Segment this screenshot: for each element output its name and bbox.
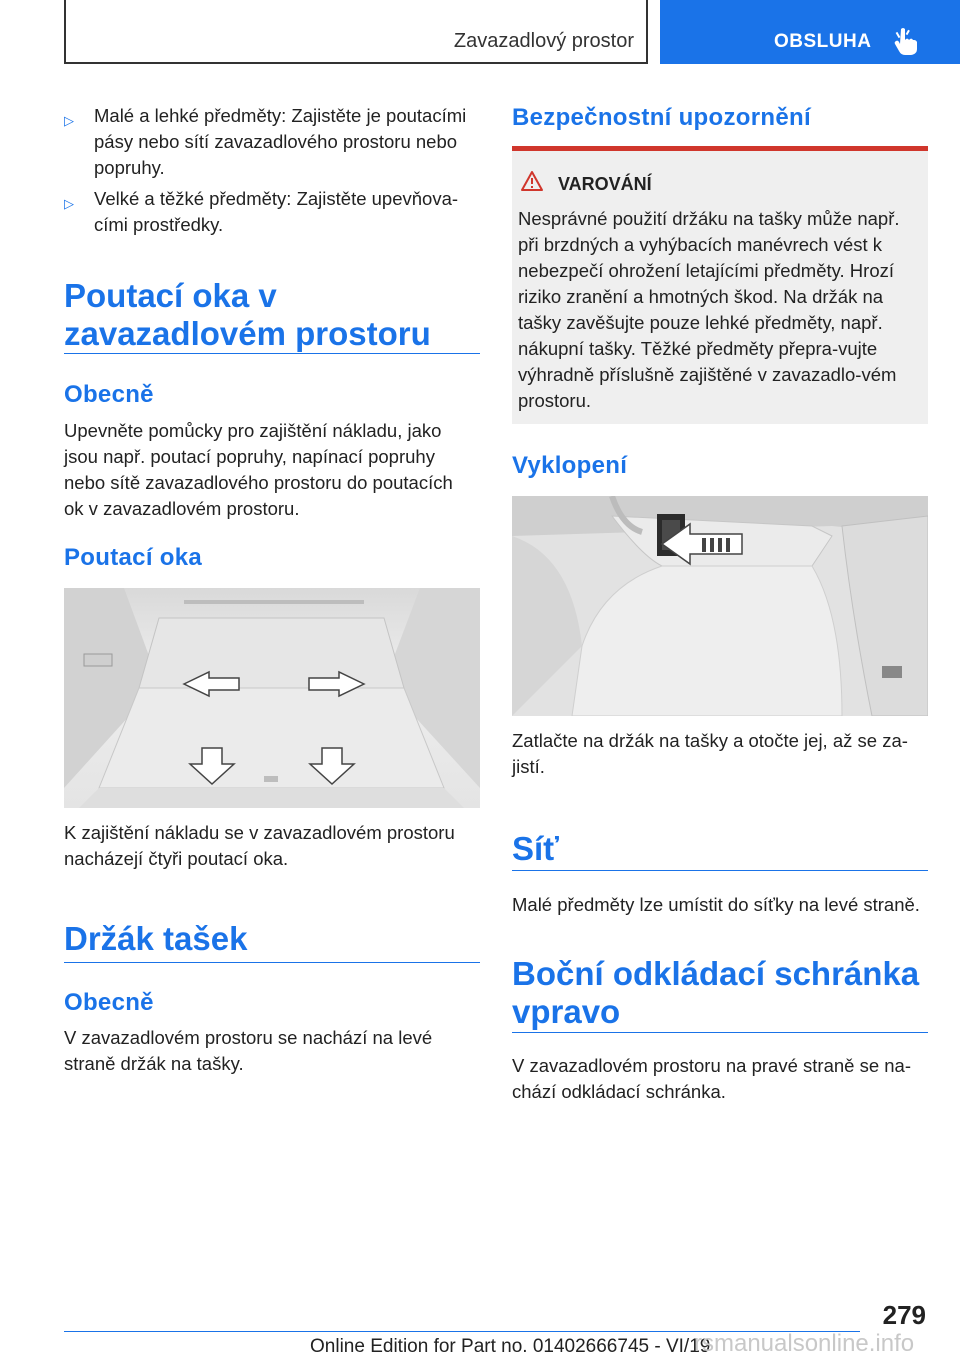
bag-holder-photo: [512, 496, 928, 716]
subheading-general: Obecně: [64, 381, 154, 408]
watermark: rsmanualsonline.info: [694, 1330, 915, 1357]
heading-rule: [512, 1032, 928, 1033]
bullet-icon: ▷: [64, 196, 74, 211]
warning-text: Nesprávné použití držáku na tašky může např. při brzdných a vyhýbacích manévrech vést k nebezpečí ohrožení letajícími předměty. Hrozí riziko zranění a hmotných škod. Na držák na tašky zavěšujte pouze lehké předměty, např. nákupní tašky. Těžké předměty přepra-vujte výhradně příslušně zajištěné v zavazadlo-vém prostoru.: [518, 208, 900, 411]
subheading-general: Obecně: [64, 989, 154, 1016]
photo2-caption: Zatlačte na držák na tašky a otočte jej, až se za-jistí.: [512, 730, 908, 777]
warning-bar: [512, 146, 928, 151]
heading-bag-holder: Držák tašek: [64, 920, 248, 957]
warning-label: VAROVÁNÍ: [558, 174, 652, 194]
subheading-tie-down-eyes: Poutací oka: [64, 544, 203, 571]
chapter-tab-label[interactable]: OBSLUHA: [774, 31, 872, 52]
heading-side-compartment: Boční odkládací schránka vpravo: [512, 955, 920, 1030]
paragraph-side-compartment: V zavazadlovém prostoru na pravé straně se na-chází odkládací schránka.: [512, 1055, 911, 1102]
trunk-floor-photo: [64, 588, 480, 808]
heading-rule: [64, 962, 480, 963]
paragraph-net: Malé předměty lze umístit do síťky na levé straně.: [512, 894, 920, 915]
edition-text: Online Edition for Part no. 01402666745 - VI/19: [310, 1336, 711, 1357]
heading-tilt: Vyklopení: [512, 452, 628, 479]
bullet-text: Malé a lehké předměty: Zajistěte je poutacími pásy nebo sítí zavazadlového prostoru nebo popruhy.: [94, 105, 467, 178]
heading-net: Síť: [512, 830, 559, 867]
bullet-icon: ▷: [64, 113, 74, 128]
bullet-text: Velké a těžké předměty: Zajistěte upevňova-cími prostředky.: [94, 188, 459, 235]
section-title: Zavazadlový prostor: [453, 30, 634, 52]
photo1-caption: K zajištění nákladu se v zavazadlovém prostoru nacházejí čtyři poutací oka.: [64, 822, 455, 869]
heading-rule: [64, 353, 480, 354]
heading-rule: [512, 870, 928, 871]
page-number: 279: [882, 1300, 926, 1330]
heading-safety: Bezpečnostní upozornění: [512, 104, 811, 131]
warning-triangle-icon: [520, 170, 544, 192]
hand-pointer-icon: [892, 26, 922, 56]
heading-tie-down-eyes: Poutací oka v zavazadlovém prostoru: [64, 277, 431, 352]
paragraph-general: Upevněte pomůcky pro zajištění nákladu, jako jsou např. poutací popruhy, napínací popruhy nebo sítě zavazadlového prostoru do poutacích ok v zavazadlovém prostoru.: [64, 420, 453, 519]
paragraph-bag-holder: V zavazadlovém prostoru se nachází na levé straně držák na tašky.: [64, 1027, 433, 1074]
